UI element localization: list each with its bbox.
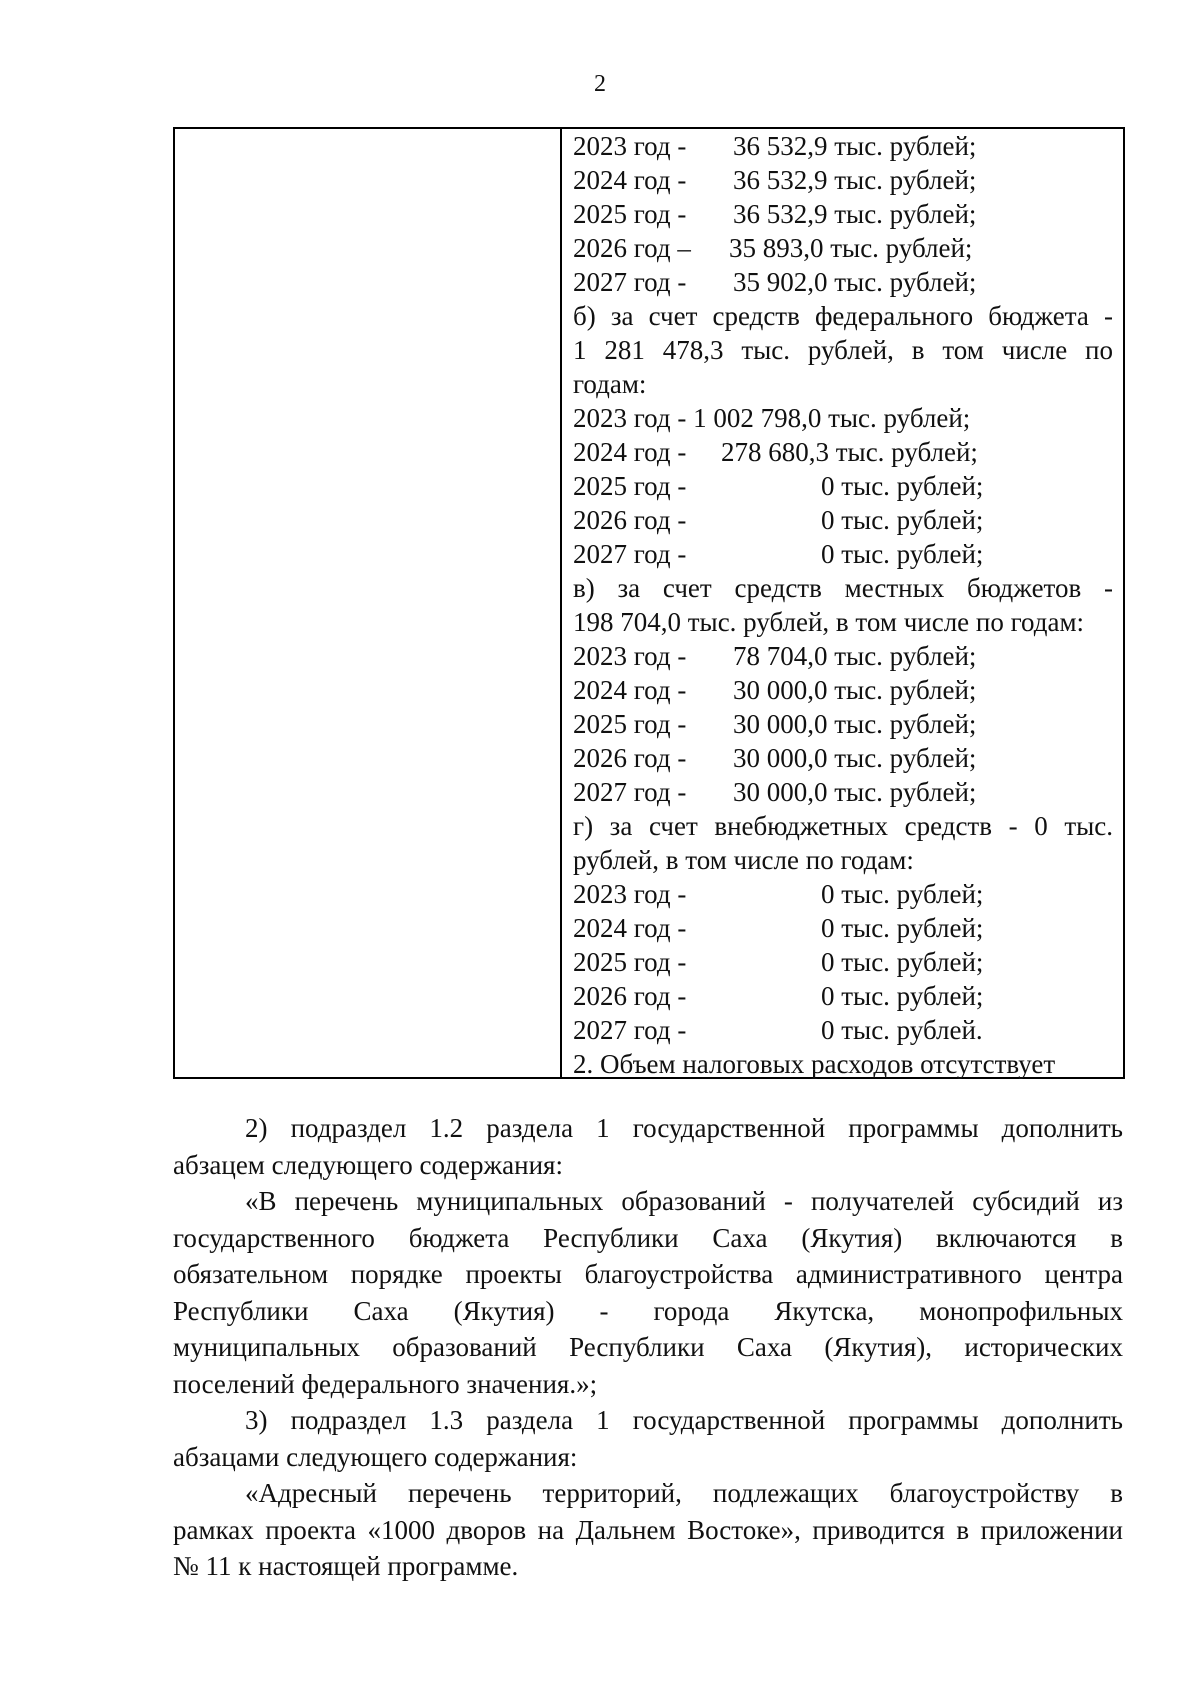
- local-row-2027: 2027 год - 30 000,0 тыс. рублей;: [573, 777, 977, 807]
- extra-budget-heading-line: г) за счет внебюджетных средств - 0 тыс.: [573, 811, 1113, 841]
- table-left-cell: [175, 129, 562, 1077]
- extra-row-2024: 2024 год - 0 тыс. рублей;: [573, 913, 984, 943]
- budget-table: [173, 127, 1125, 1079]
- local-row-2023: 2023 год - 78 704,0 тыс. рублей;: [573, 641, 977, 671]
- page-number: 2: [594, 71, 606, 97]
- local-row-2024: 2024 год - 30 000,0 тыс. рублей;: [573, 675, 977, 705]
- federal-row-2027: 2027 год - 0 тыс. рублей;: [573, 539, 984, 569]
- paragraph-municipal-list: «В перечень муниципальных образований - получателей субсидий из государственного бюджета Республики Саха (Якутия) включаются в обязательном порядке проекты благоустройства административного центра Республики Саха (Якутия) - города Якутска, монопрофильных муниципальных образований Республики Саха (Якутия), исторических поселений федерального значения.»;: [173, 1186, 1123, 1399]
- local-heading-line: в) за счет средств местных бюджетов -: [573, 573, 1113, 603]
- regional-row-2026: 2026 год – 35 893,0 тыс. рублей;: [573, 233, 973, 263]
- federal-heading-line: 1 281 478,3 тыс. рублей, в том числе по: [573, 335, 1113, 365]
- federal-heading-line: годам:: [573, 369, 647, 399]
- regional-row-2023: 2023 год - 36 532,9 тыс. рублей;: [573, 131, 977, 161]
- regional-row-2024: 2024 год - 36 532,9 тыс. рублей;: [573, 165, 977, 195]
- local-row-2026: 2026 год - 30 000,0 тыс. рублей;: [573, 743, 977, 773]
- federal-row-2024: 2024 год - 278 680,3 тыс. рублей;: [573, 437, 978, 467]
- federal-heading-line: б) за счет средств федерального бюджета -: [573, 301, 1113, 331]
- table-right-cell: [562, 129, 1123, 1077]
- federal-row-2026: 2026 год - 0 тыс. рублей;: [573, 505, 984, 535]
- extra-row-2027: 2027 год - 0 тыс. рублей.: [573, 1015, 983, 1045]
- extra-row-2025: 2025 год - 0 тыс. рублей;: [573, 947, 984, 977]
- paragraph-subsection-1-2: 2) подраздел 1.2 раздела 1 государственной программы дополнить абзацем следующего содержания:: [173, 1113, 1123, 1180]
- tax-expenditure-line: 2. Объем налоговых расходов отсутствует: [573, 1049, 1056, 1079]
- federal-row-2023: 2023 год - 1 002 798,0 тыс. рублей;: [573, 403, 971, 433]
- regional-row-2027: 2027 год - 35 902,0 тыс. рублей;: [573, 267, 977, 297]
- local-heading-line: 198 704,0 тыс. рублей, в том числе по годам:: [573, 607, 1085, 637]
- local-row-2025: 2025 год - 30 000,0 тыс. рублей;: [573, 709, 977, 739]
- extra-row-2026: 2026 год - 0 тыс. рублей;: [573, 981, 984, 1011]
- body-text: [173, 1110, 1123, 1585]
- paragraph-subsection-1-3: 3) подраздел 1.3 раздела 1 государственной программы дополнить абзацами следующего содержания:: [173, 1405, 1123, 1472]
- extra-budget-heading-line: рублей, в том числе по годам:: [573, 845, 914, 875]
- extra-row-2023: 2023 год - 0 тыс. рублей;: [573, 879, 984, 909]
- federal-row-2025: 2025 год - 0 тыс. рублей;: [573, 471, 984, 501]
- regional-row-2025: 2025 год - 36 532,9 тыс. рублей;: [573, 199, 977, 229]
- paragraph-address-list: «Адресный перечень территорий, подлежащих благоустройству в рамках проекта «1000 дворов на Дальнем Востоке», приводится в приложении № 11 к настоящей программе.: [173, 1478, 1123, 1581]
